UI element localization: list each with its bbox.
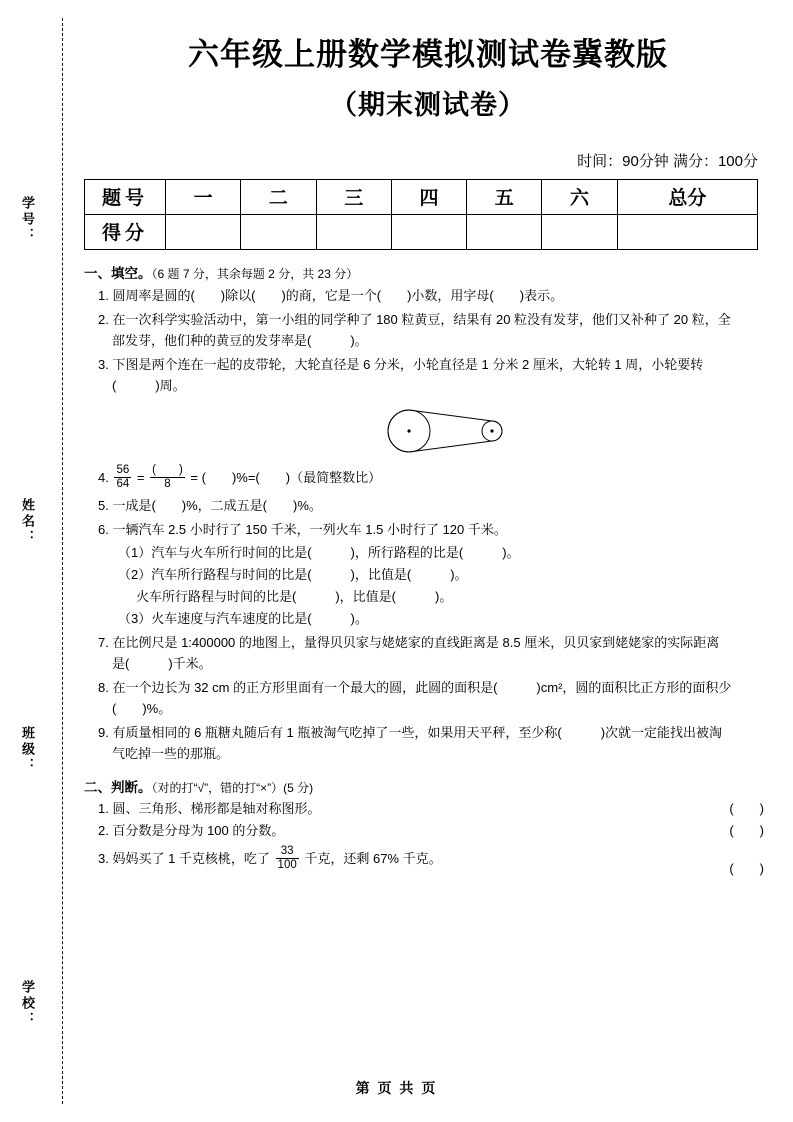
question-4-equals: = [136, 470, 145, 486]
fraction-numerator: 56 [116, 463, 130, 476]
fraction-blank-8 [150, 464, 185, 491]
judge-item-3-answer-blank[interactable]: ( ) [729, 861, 764, 877]
section-1-note: （6 题 7 分，其余每题 2 分，共 23 分） [151, 266, 359, 281]
score-table-col-total: 总分 [617, 179, 757, 214]
question-6: 6. 一辆汽车 2.5 小时行了 150 千米，一列火车 1.5 小时行了 120 千米。 [98, 522, 507, 538]
score-table-row-label-2: 得分 [85, 214, 166, 249]
question-2-line2: 部发芽，他们种的黄豆的发芽率是( )。 [112, 332, 368, 348]
score-cell-total[interactable] [617, 214, 757, 249]
judge-item-1-text: 1. 圆、三角形、梯形都是轴对称图形。 [98, 800, 321, 816]
score-table-col-1: 一 [166, 179, 241, 214]
question-4-tail: = ( )%=( )（最简整数比） [190, 470, 382, 486]
judge-item-1 [98, 798, 772, 820]
score-cell-2[interactable] [241, 214, 316, 249]
table-row-headers [85, 179, 758, 214]
question-9-line2: 气吃掉一些的那瓶。 [112, 745, 230, 761]
question-6-3: （3）火车速度与汽车速度的比是( )。 [118, 610, 368, 626]
margin-label-class: 班级： [20, 726, 35, 774]
score-table-col-3: 三 [316, 179, 391, 214]
question-6-2: （2）汽车所行路程与时间的比是( )，比值是( )。 [118, 566, 468, 582]
score-table-col-6: 六 [542, 179, 617, 214]
score-table-col-4: 四 [391, 179, 466, 214]
score-table-col-5: 五 [467, 179, 542, 214]
question-1: 1. 圆周率是圆的( )除以( )的商，它是一个( )小数，用字母( )表示。 [98, 287, 564, 303]
judge-item-3-prefix: 3. 妈妈买了 1 千克核桃，吃了 [98, 851, 270, 867]
question-3-line2: ( )周。 [112, 377, 186, 393]
fraction-numerator-blank: ( ) [152, 463, 183, 476]
score-cell-4[interactable] [391, 214, 466, 249]
score-table-col-2: 二 [241, 179, 316, 214]
judge-item-3-suffix: 千克，还剩 67% 千克。 [304, 851, 442, 867]
section-1-heading [84, 262, 772, 282]
table-row-scores [85, 214, 758, 249]
fraction-denominator-8: 8 [150, 477, 185, 491]
fraction-denominator: 64 [116, 478, 130, 491]
judge-item-2-text: 2. 百分数是分母为 100 的分数。 [98, 823, 285, 839]
page-subtitle: （期末测试卷） [330, 89, 526, 120]
question-6-2b: 火车所行路程与时间的比是( )，比值是( )。 [136, 588, 453, 604]
belt-pulley-figure [84, 402, 772, 462]
section-2-heading [84, 776, 772, 796]
question-6-1: （1）汽车与火车所行时间的比是( )，所行路程的比是( )。 [118, 544, 520, 560]
fraction-numerator-33: 33 [280, 845, 294, 858]
judge-item-1-answer-blank[interactable]: ( ) [729, 800, 764, 816]
margin-label-school: 学校： [20, 980, 35, 1028]
score-cell-5[interactable] [467, 214, 542, 249]
question-7-line2: 是( )千米。 [112, 655, 212, 671]
question-4 [98, 465, 772, 492]
fraction-56-64 [114, 464, 131, 491]
question-8-line1: 8. 在一个边长为 32 cm 的正方形里面有一个最大的圆，此圆的面积是( )cm²，圆的面积比正方形的面积少 [98, 679, 732, 695]
section-1-title: 一、填空。 [84, 265, 152, 281]
score-table-row-label-1: 题号 [85, 179, 166, 214]
question-4-prefix: 4. [98, 470, 109, 486]
score-cell-3[interactable] [316, 214, 391, 249]
score-cell-6[interactable] [542, 214, 617, 249]
left-margin [0, 0, 68, 1122]
question-8-line2: ( )%。 [112, 700, 172, 716]
judge-item-3 [98, 842, 772, 876]
fraction-denominator-100: 100 [277, 859, 297, 872]
judge-item-2-answer-blank[interactable]: ( ) [729, 823, 764, 839]
question-2-line1: 2. 在一次科学实验活动中，第一小组的同学种了 180 粒黄豆，结果有 20 粒没有发芽，他们又补种了 20 粒，全 [98, 311, 731, 327]
question-9-line1: 9. 有质量相同的 6 瓶糖丸随后有 1 瓶被淘气吃掉了一些，如果用天平秤，至少称( )次就一定能找出被淘 [98, 724, 723, 740]
exam-info: 时间：90分钟 满分：100分 [577, 152, 758, 170]
score-cell-1[interactable] [166, 214, 241, 249]
question-7-line1: 7. 在比例尺是 1:400000 的地图上，量得贝贝家与姥姥家的直线距离是 8.5 厘米，贝贝家到姥姥家的实际距离 [98, 634, 720, 650]
margin-label-name: 姓名： [20, 498, 35, 546]
margin-label-student-id: 学号： [20, 196, 35, 244]
section-2-note: （对的打“√”，错的打“×”）(5 分) [151, 780, 314, 795]
question-3-line1: 3. 下图是两个连在一起的皮带轮，大轮直径是 6 分米，小轮直径是 1 分米 2 厘米，大轮转 1 周，小轮要转 [98, 356, 704, 372]
score-table [84, 179, 758, 250]
page-title: 六年级上册数学模拟测试卷冀教版 [188, 37, 668, 72]
dashed-fold-line [62, 18, 63, 1104]
section-2-title: 二、判断。 [84, 779, 152, 795]
fraction-33-100 [276, 845, 299, 872]
exam-content [84, 0, 772, 876]
judge-item-2 [98, 820, 772, 842]
belt-pulley-svg [364, 402, 564, 460]
page-footer: 第 页 共 页 [355, 1080, 438, 1096]
question-5: 5. 一成是( )%，二成五是( )%。 [98, 498, 322, 514]
